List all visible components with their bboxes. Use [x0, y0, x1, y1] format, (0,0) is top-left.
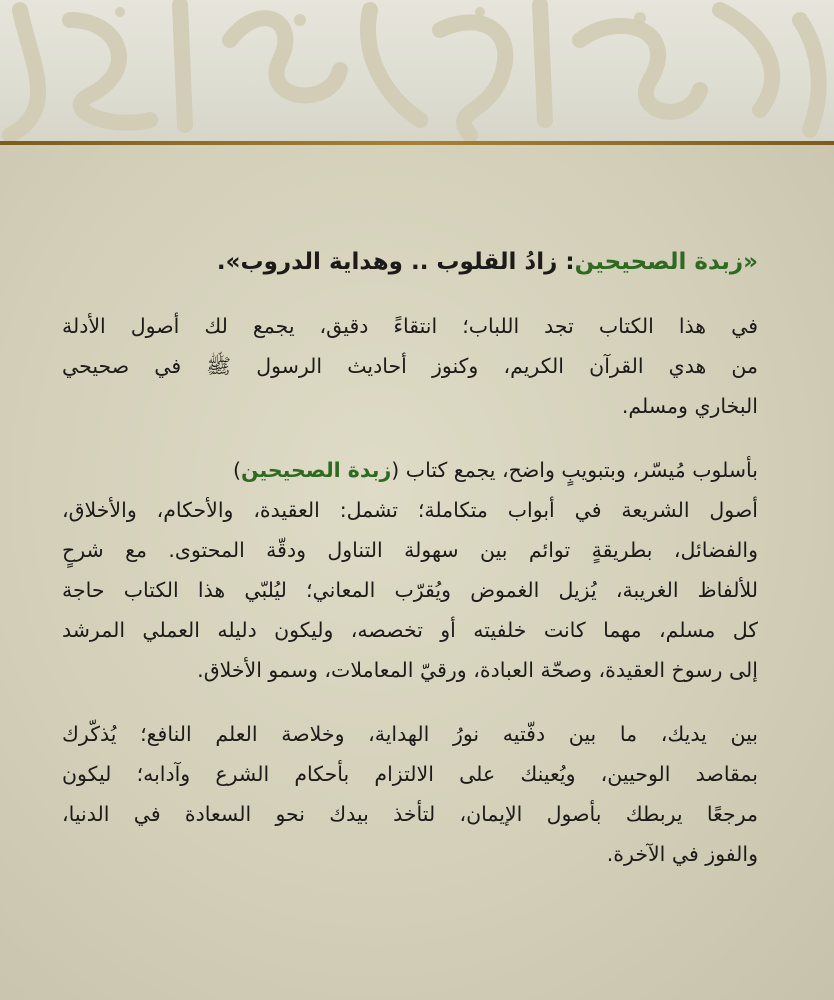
paragraph-3: [62, 714, 758, 874]
paragraph-line: إلى رسوخ العقيدة، وصحّة العبادة، ورقيّ المعاملات، وسمو الأخلاق.: [197, 658, 758, 682]
paragraph-line: من هدي القرآن الكريم، وكنوز أحاديث الرسول ﷺ في صحيحي: [62, 354, 758, 378]
book-title: [62, 244, 758, 280]
title-rest: : زادُ القلوب .. وهداية الدروب».: [216, 249, 575, 275]
book-description: [62, 244, 758, 898]
header-band: [0, 0, 834, 143]
title-highlight: «زبدة الصحيحين: [574, 249, 758, 275]
paragraph-2: [62, 450, 758, 690]
paragraph-line: والفضائل، بطريقةٍ توائم بين سهولة التناول ودقّة المحتوى. مع شرحٍ: [62, 538, 758, 562]
book-name-highlight: زبدة الصحيحين: [241, 458, 392, 482]
paragraph-line: كل مسلم، مهما كانت خلفيته أو تخصصه، وليكون دليله العملي المرشد: [62, 618, 758, 642]
paragraph-line: للألفاظ الغريبة، يُزيل الغموض ويُقرّب المعاني؛ ليُلبّي هذا الكتاب حاجة: [62, 578, 758, 602]
paragraph-line: والفوز في الآخرة.: [606, 842, 758, 866]
paragraph-line: بمقاصد الوحيين، ويُعينك على الالتزام بأحكام الشرع وآدابه؛ ليكون: [62, 762, 758, 786]
paragraph-line: أصول الشريعة في أبواب متكاملة؛ تشمل: العقيدة، والأحكام، والأخلاق،: [62, 498, 758, 522]
line-text: ): [233, 458, 242, 482]
paragraph-line: البخاري ومسلم.: [621, 394, 758, 418]
paragraph-line: في هذا الكتاب تجد اللباب؛ انتقاءً دقيق، يجمع لك أصول الأدلة: [62, 314, 758, 338]
paragraph-line: مرجعًا يربطك بأصول الإيمان، لتأخذ بيدك نحو السعادة في الدنيا،: [62, 802, 758, 826]
paragraph-line: بين يديك، ما بين دفّتيه نورُ الهداية، وخلاصة العلم النافع؛ يُذكّرك: [62, 722, 758, 746]
paragraph-1: [62, 306, 758, 426]
calligraphy-pattern-icon: [0, 0, 834, 143]
paragraph-line: [62, 450, 758, 490]
line-text: بأسلوب مُيسّر، وبتبويبٍ واضح، يجمع كتاب (: [391, 458, 758, 482]
